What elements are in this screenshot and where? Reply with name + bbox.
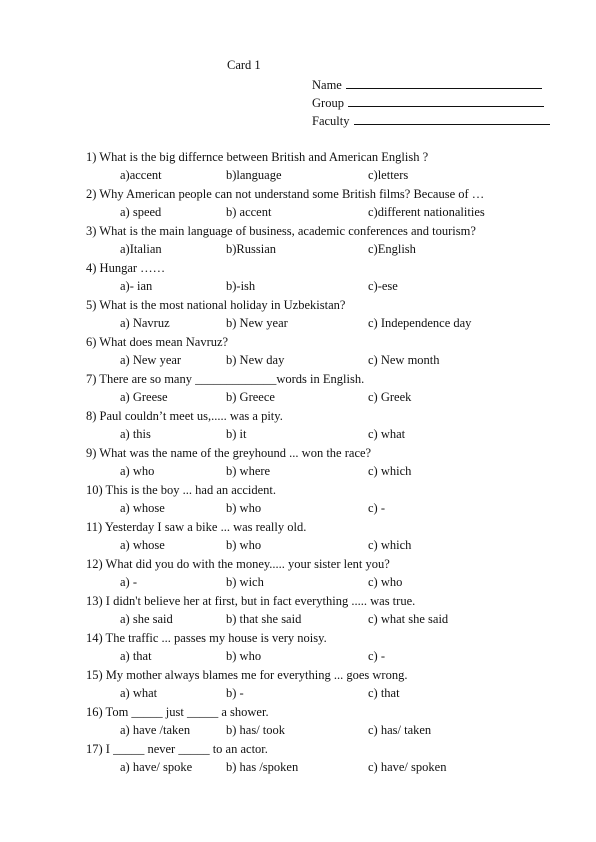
answer-option-c[interactable]: c) has/ taken: [368, 723, 432, 737]
answer-option-b[interactable]: b) New day: [226, 353, 285, 367]
answer-option-b[interactable]: b) New year: [226, 316, 288, 330]
question-text: 5) What is the most national holiday in Uzbekistan?: [86, 298, 346, 312]
answer-option-a[interactable]: a)Italian: [120, 242, 162, 256]
question-item: [86, 446, 566, 483]
name-line[interactable]: [346, 77, 542, 89]
question-list: [86, 150, 566, 779]
question-item: [86, 335, 566, 372]
question-text: 10) This is the boy ... had an accident.: [86, 483, 277, 497]
answer-options: [86, 575, 546, 593]
answer-option-b[interactable]: b) who: [226, 501, 262, 515]
answer-option-a[interactable]: a) whose: [120, 501, 165, 515]
group-line[interactable]: [348, 95, 544, 107]
question-item: [86, 224, 566, 261]
answer-option-b[interactable]: b) has /spoken: [226, 760, 299, 774]
answer-option-b[interactable]: b) -: [226, 686, 244, 700]
answer-option-c[interactable]: c)English: [368, 242, 416, 256]
question-text: 8) Paul couldn’t meet us,..... was a pity.: [86, 409, 283, 423]
answer-option-c[interactable]: c) what: [368, 427, 406, 441]
answer-option-c[interactable]: c) Greek: [368, 390, 412, 404]
question-text: 14) The traffic ... passes my house is very noisy.: [86, 631, 327, 645]
answer-option-a[interactable]: a) she said: [120, 612, 173, 626]
answer-option-c[interactable]: c) -: [368, 501, 385, 515]
answer-options: [86, 279, 546, 297]
answer-option-b[interactable]: b) Greece: [226, 390, 275, 404]
answer-option-a[interactable]: a) have/ spoke: [120, 760, 193, 774]
answer-option-c[interactable]: c) -: [368, 649, 385, 663]
answer-option-b[interactable]: b) where: [226, 464, 271, 478]
name-field[interactable]: [312, 77, 542, 93]
answer-option-c[interactable]: c) New month: [368, 353, 440, 367]
answer-option-c[interactable]: c) what she said: [368, 612, 449, 626]
faculty-label: Faculty: [312, 114, 350, 128]
question-text: 16) Tom _____ just _____ a shower.: [86, 705, 269, 719]
answer-option-c[interactable]: c) which: [368, 464, 412, 478]
answer-options: [86, 649, 546, 667]
question-text: 3) What is the main language of business, academic conferences and tourism?: [86, 224, 476, 238]
answer-option-a[interactable]: a) speed: [120, 205, 162, 219]
answer-options: [86, 501, 546, 519]
question-item: [86, 742, 566, 779]
question-text: 13) I didn't believe her at first, but in fact everything ..... was true.: [86, 594, 416, 608]
answer-options: [86, 353, 546, 371]
answer-option-a[interactable]: a) who: [120, 464, 155, 478]
answer-option-a[interactable]: a) that: [120, 649, 152, 663]
question-text: 7) There are so many _____________words in English.: [86, 372, 365, 386]
question-item: [86, 409, 566, 446]
answer-option-a[interactable]: a) Navruz: [120, 316, 170, 330]
question-item: [86, 705, 566, 742]
question-text: 2) Why American people can not understand some British films? Because of …: [86, 187, 485, 201]
answer-option-c[interactable]: c) have/ spoken: [368, 760, 447, 774]
question-text: 9) What was the name of the greyhound ... won the race?: [86, 446, 372, 460]
answer-option-a[interactable]: a) this: [120, 427, 151, 441]
answer-option-b[interactable]: b)-ish: [226, 279, 256, 293]
answer-option-c[interactable]: c) which: [368, 538, 412, 552]
answer-option-a[interactable]: a) whose: [120, 538, 165, 552]
question-item: [86, 187, 566, 224]
question-item: [86, 483, 566, 520]
question-item: [86, 557, 566, 594]
question-item: [86, 594, 566, 631]
answer-option-c[interactable]: c)letters: [368, 168, 409, 182]
answer-options: [86, 427, 546, 445]
answer-options: [86, 316, 546, 334]
answer-option-b[interactable]: b) has/ took: [226, 723, 286, 737]
answer-option-a[interactable]: a)accent: [120, 168, 162, 182]
answer-options: [86, 612, 546, 630]
question-item: [86, 631, 566, 668]
question-text: 11) Yesterday I saw a bike ... was really old.: [86, 520, 307, 534]
answer-option-a[interactable]: a) Greese: [120, 390, 168, 404]
question-text: 1) What is the big differnce between British and American English ?: [86, 150, 429, 164]
question-text: 6) What does mean Navruz?: [86, 335, 229, 349]
card-title: Card 1: [227, 58, 261, 72]
name-label: Name: [312, 78, 342, 92]
answer-option-b[interactable]: b)Russian: [226, 242, 276, 256]
answer-option-b[interactable]: b) wich: [226, 575, 264, 589]
faculty-line[interactable]: [354, 113, 550, 125]
question-text: 17) I _____ never _____ to an actor.: [86, 742, 268, 756]
answer-option-a[interactable]: a) New year: [120, 353, 182, 367]
answer-options: [86, 168, 546, 186]
question-text: 4) Hungar ……: [86, 261, 166, 275]
answer-option-b[interactable]: b) who: [226, 649, 262, 663]
question-text: 15) My mother always blames me for everything ... goes wrong.: [86, 668, 408, 682]
answer-options: [86, 686, 546, 704]
answer-option-c[interactable]: c)-ese: [368, 279, 398, 293]
answer-option-c[interactable]: c) that: [368, 686, 400, 700]
question-item: [86, 372, 566, 409]
answer-option-b[interactable]: b)language: [226, 168, 282, 182]
answer-option-a[interactable]: a) have /taken: [120, 723, 191, 737]
answer-option-c[interactable]: c) Independence day: [368, 316, 472, 330]
faculty-field[interactable]: [312, 113, 550, 129]
answer-option-c[interactable]: c)different nationalities: [368, 205, 485, 219]
answer-option-a[interactable]: a)- ian: [120, 279, 153, 293]
question-text: 12) What did you do with the money..... your sister lent you?: [86, 557, 390, 571]
answer-options: [86, 538, 546, 556]
answer-options: [86, 390, 546, 408]
question-item: [86, 520, 566, 557]
answer-option-b[interactable]: b) who: [226, 538, 262, 552]
question-item: [86, 668, 566, 705]
answer-options: [86, 760, 546, 778]
answer-option-a[interactable]: a) -: [120, 575, 137, 589]
answer-option-b[interactable]: b) it: [226, 427, 247, 441]
question-item: [86, 150, 566, 187]
group-field[interactable]: [312, 95, 544, 111]
answer-option-c[interactable]: c) who: [368, 575, 403, 589]
answer-option-b[interactable]: b) accent: [226, 205, 272, 219]
answer-options: [86, 464, 546, 482]
answer-options: [86, 723, 546, 741]
question-item: [86, 261, 566, 298]
group-label: Group: [312, 96, 344, 110]
answer-option-a[interactable]: a) what: [120, 686, 158, 700]
answer-options: [86, 205, 546, 223]
answer-option-b[interactable]: b) that she said: [226, 612, 302, 626]
answer-options: [86, 242, 546, 260]
question-item: [86, 298, 566, 335]
